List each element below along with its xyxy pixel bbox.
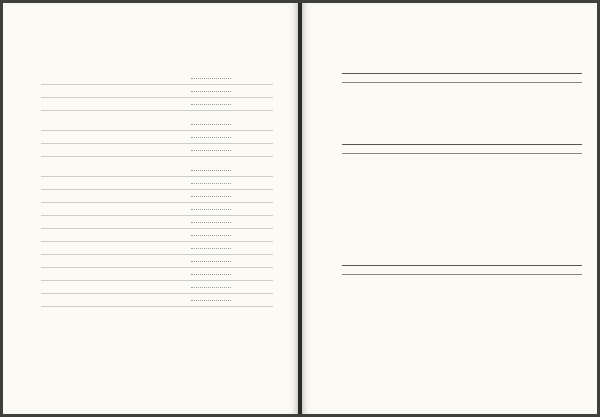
dot-leader	[191, 209, 231, 210]
divider	[41, 130, 273, 131]
divider	[41, 189, 273, 190]
left-page-toc	[3, 3, 298, 414]
divider	[41, 306, 273, 307]
divider	[41, 280, 273, 281]
dot-leader	[191, 300, 231, 301]
divider	[41, 156, 273, 157]
dot-leader	[191, 287, 231, 288]
dot-leader	[191, 222, 231, 223]
dot-leader	[191, 137, 231, 138]
divider	[41, 228, 273, 229]
dot-leader	[191, 150, 231, 151]
rule	[342, 265, 582, 266]
divider	[41, 176, 273, 177]
right-page-detailed-toc	[302, 3, 597, 414]
dot-leader	[191, 274, 231, 275]
divider	[41, 241, 273, 242]
dot-leader	[191, 124, 231, 125]
dot-leader	[191, 170, 231, 171]
dot-leader	[191, 183, 231, 184]
rule	[342, 144, 582, 145]
divider	[41, 84, 273, 85]
divider	[41, 267, 273, 268]
dot-leader	[191, 261, 231, 262]
rule	[342, 153, 582, 154]
divider	[41, 97, 273, 98]
rule	[342, 73, 582, 74]
dot-leader	[191, 78, 231, 79]
divider	[41, 143, 273, 144]
rule	[342, 274, 582, 275]
rule	[342, 82, 582, 83]
dot-leader	[191, 196, 231, 197]
divider	[41, 110, 273, 111]
divider	[41, 202, 273, 203]
divider	[41, 254, 273, 255]
book-spread	[3, 3, 597, 414]
dot-leader	[191, 248, 231, 249]
divider	[41, 215, 273, 216]
dot-leader	[191, 104, 231, 105]
divider	[41, 293, 273, 294]
dot-leader	[191, 91, 231, 92]
dot-leader	[191, 235, 231, 236]
